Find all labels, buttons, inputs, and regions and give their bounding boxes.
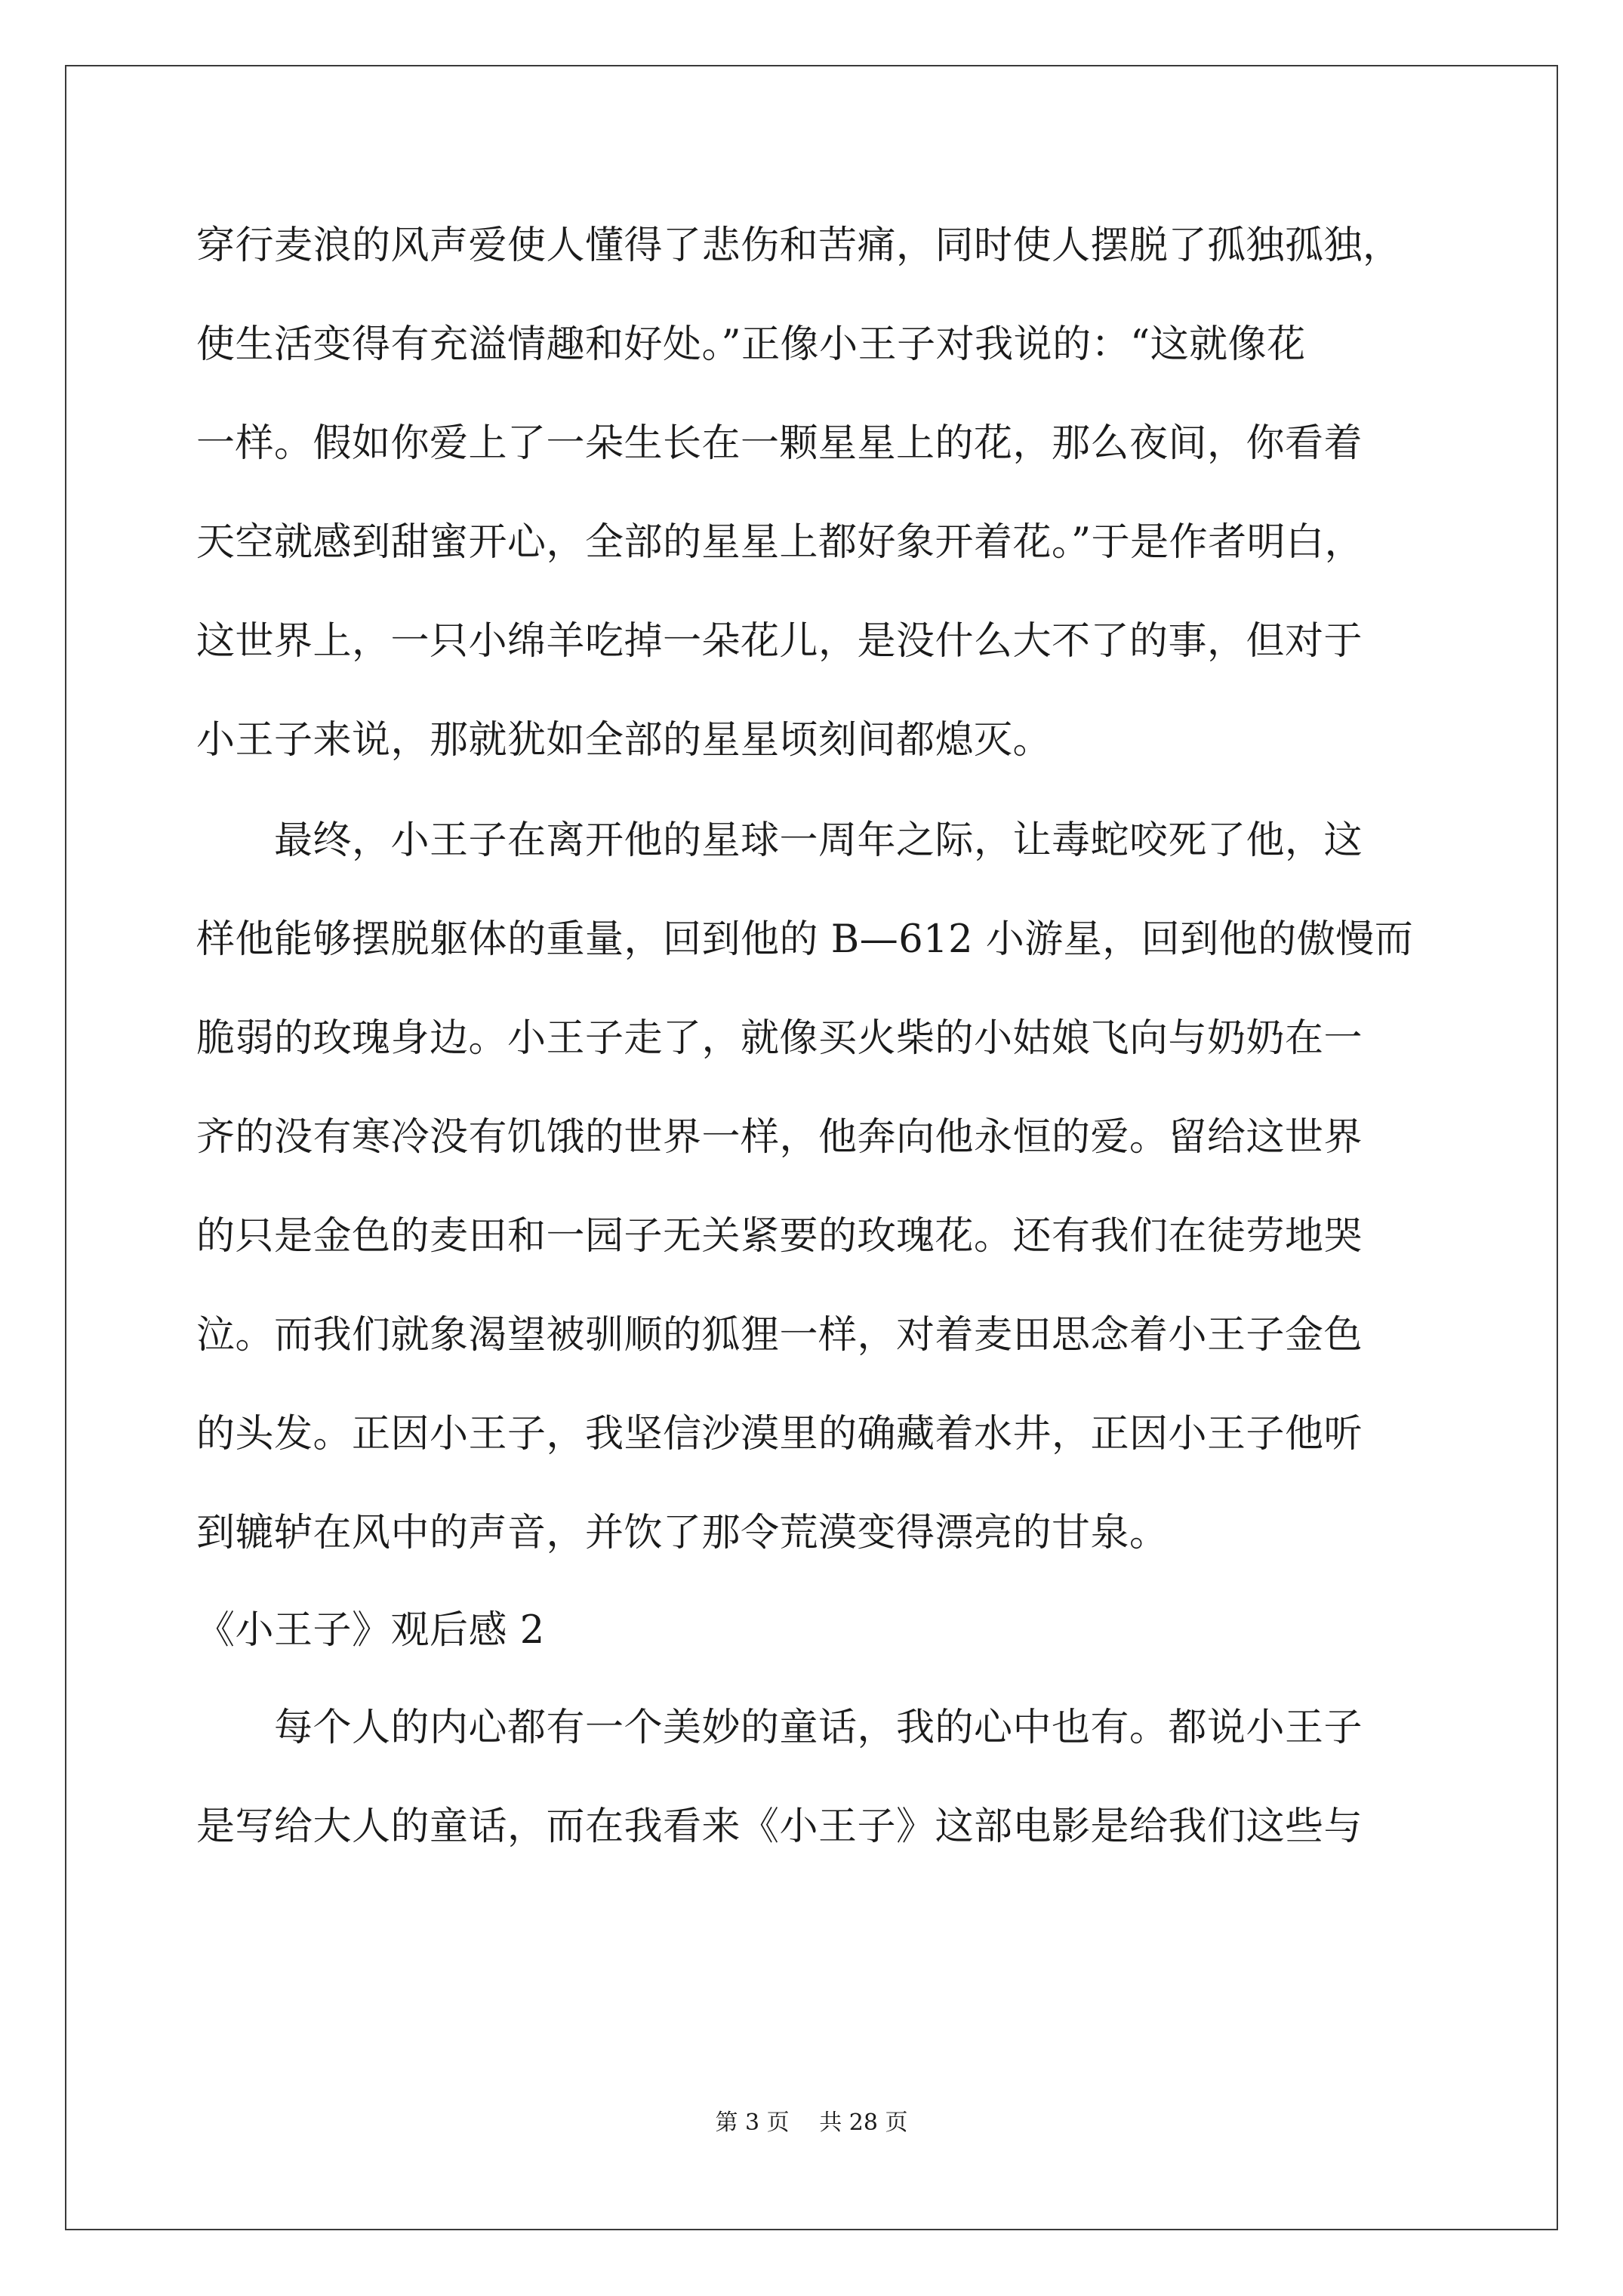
text-line: 是写给大人的童话，而在我看来《小王子》这部电影是给我们这些与 — [196, 1804, 1363, 1849]
text-line: 这世界上，一只小绵羊吃掉一朵花儿，是没什么大不了的事，但对于 — [196, 619, 1363, 664]
text-line: 的头发。正因小王子，我坚信沙漠里的确藏着水井，正因小王子他听 — [196, 1412, 1363, 1456]
page-number-footer: 第 3 页 共 28 页 — [715, 2110, 908, 2136]
text-line: 每个人的内心都有一个美妙的童话，我的心中也有。都说小王子 — [196, 1706, 1363, 1750]
text-line: 一样。假如你爱上了一朵生长在一颗星星上的花，那么夜间，你看着 — [196, 421, 1363, 466]
section-heading: 《小王子》观后感 2 — [196, 1608, 545, 1653]
text-line: 齐的没有寒冷没有饥饿的世界一样，他奔向他永恒的爱。留给这世界 — [196, 1115, 1363, 1160]
text-line: 最终，小王子在离开他的星球一周年之际，让毒蛇咬死了他，这 — [196, 818, 1363, 863]
text-line: 脆弱的玫瑰身边。小王子走了，就像买火柴的小姑娘飞向与奶奶在一 — [196, 1016, 1363, 1061]
text-line: 使生活变得有充溢情趣和好处。”正像小王子对我说的：“这就像花 — [196, 322, 1306, 367]
text-line: 泣。而我们就象渴望被驯顺的狐狸一样，对着麦田思念着小王子金色 — [196, 1313, 1363, 1358]
text-line: 到辘轳在风中的声音，并饮了那令荒漠变得漂亮的甘泉。 — [196, 1511, 1169, 1555]
text-line: 天空就感到甜蜜开心，全部的星星上都好象开着花。”于是作者明白， — [196, 520, 1364, 565]
text-line: 样他能够摆脱躯体的重量，回到他的 B—612 小游星，回到他的傲慢而 — [196, 917, 1414, 962]
text-line: 的只是金色的麦田和一园子无关紧要的玫瑰花。还有我们在徒劳地哭 — [196, 1214, 1363, 1259]
text-line: 穿行麦浪的风声爱使人懂得了悲伤和苦痛，同时使人摆脱了孤独孤独， — [196, 223, 1402, 268]
text-line: 小王子来说，那就犹如全部的星星顷刻间都熄灭。 — [196, 718, 1052, 763]
